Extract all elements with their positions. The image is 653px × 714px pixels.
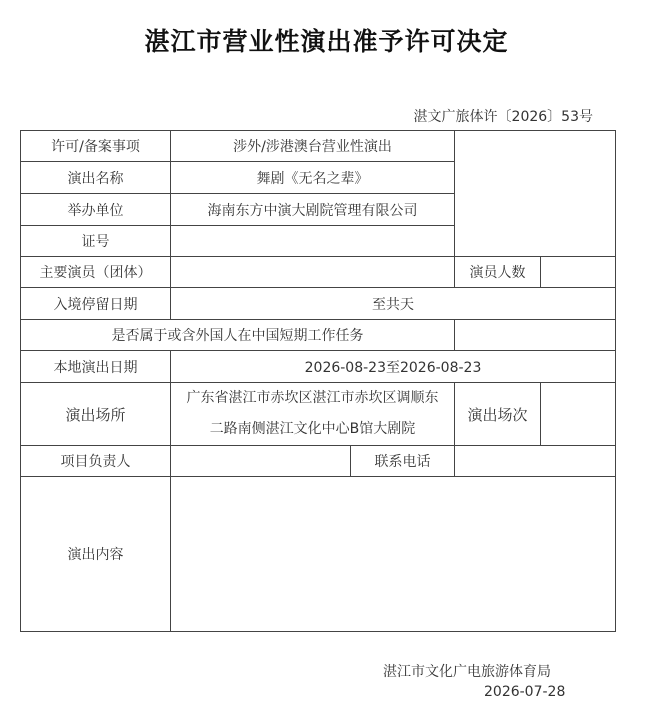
local-dates-label: 本地演出日期 bbox=[21, 351, 171, 383]
row-project-lead bbox=[21, 446, 616, 477]
venue-line-2: 二路南侧湛江文化中心B馆大剧院 bbox=[209, 421, 416, 437]
stay-period-value: 至共天 bbox=[171, 288, 616, 320]
show-name-label: 演出名称 bbox=[21, 162, 171, 194]
license-label: 证号 bbox=[21, 226, 171, 257]
content-value bbox=[171, 477, 616, 632]
main-performers-value bbox=[171, 257, 455, 288]
permit-item-value: 涉外/涉港澳台营业性演出 bbox=[171, 131, 455, 162]
row-content bbox=[21, 477, 616, 632]
license-value bbox=[171, 226, 455, 257]
project-lead-value bbox=[171, 446, 351, 477]
sessions-value bbox=[541, 383, 616, 446]
main-performers-label: 主要演员（团体） bbox=[21, 257, 171, 288]
issue-date: 2026-07-28 bbox=[484, 684, 566, 700]
project-lead-label: 项目负责人 bbox=[21, 446, 171, 477]
contact-label: 联系电话 bbox=[351, 446, 455, 477]
document-title: 湛江市营业性演出准予许可决定 bbox=[144, 27, 509, 56]
stay-period-label: 入境停留日期 bbox=[21, 288, 171, 320]
venue-label: 演出场所 bbox=[21, 383, 171, 446]
document-number: 湛文广旅体许〔2026〕53号 bbox=[413, 109, 593, 125]
sessions-label: 演出场次 bbox=[455, 383, 541, 446]
show-name-value: 舞剧《无名之辈》 bbox=[171, 162, 455, 194]
organizer-label: 举办单位 bbox=[21, 194, 171, 226]
permit-item-label: 许可/备案事项 bbox=[21, 131, 171, 162]
content-label: 演出内容 bbox=[21, 477, 171, 632]
blank-cell-right bbox=[455, 131, 616, 257]
local-dates-value: 2026-08-23至2026-08-23 bbox=[171, 351, 616, 383]
organizer-value: 海南东方中演大剧院管理有限公司 bbox=[171, 194, 455, 226]
row-performers bbox=[21, 257, 616, 288]
venue-line-1: 广东省湛江市赤坎区湛江市赤坎区调顺东 bbox=[186, 390, 439, 406]
contact-value bbox=[455, 446, 616, 477]
row-local-dates bbox=[21, 351, 616, 383]
row-venue bbox=[21, 383, 616, 446]
performer-count-label: 演员人数 bbox=[455, 257, 541, 288]
row-stay-period bbox=[21, 288, 616, 320]
foreign-work-label: 是否属于或含外国人在中国短期工作任务 bbox=[21, 320, 455, 351]
venue-value bbox=[171, 383, 455, 446]
foreign-work-value bbox=[455, 320, 616, 351]
issuing-authority: 湛江市文化广电旅游体育局 bbox=[383, 664, 551, 680]
row-permit-item bbox=[21, 131, 616, 162]
permit-form-table bbox=[20, 130, 616, 632]
row-foreign-work bbox=[21, 320, 616, 351]
performer-count-value bbox=[541, 257, 616, 288]
